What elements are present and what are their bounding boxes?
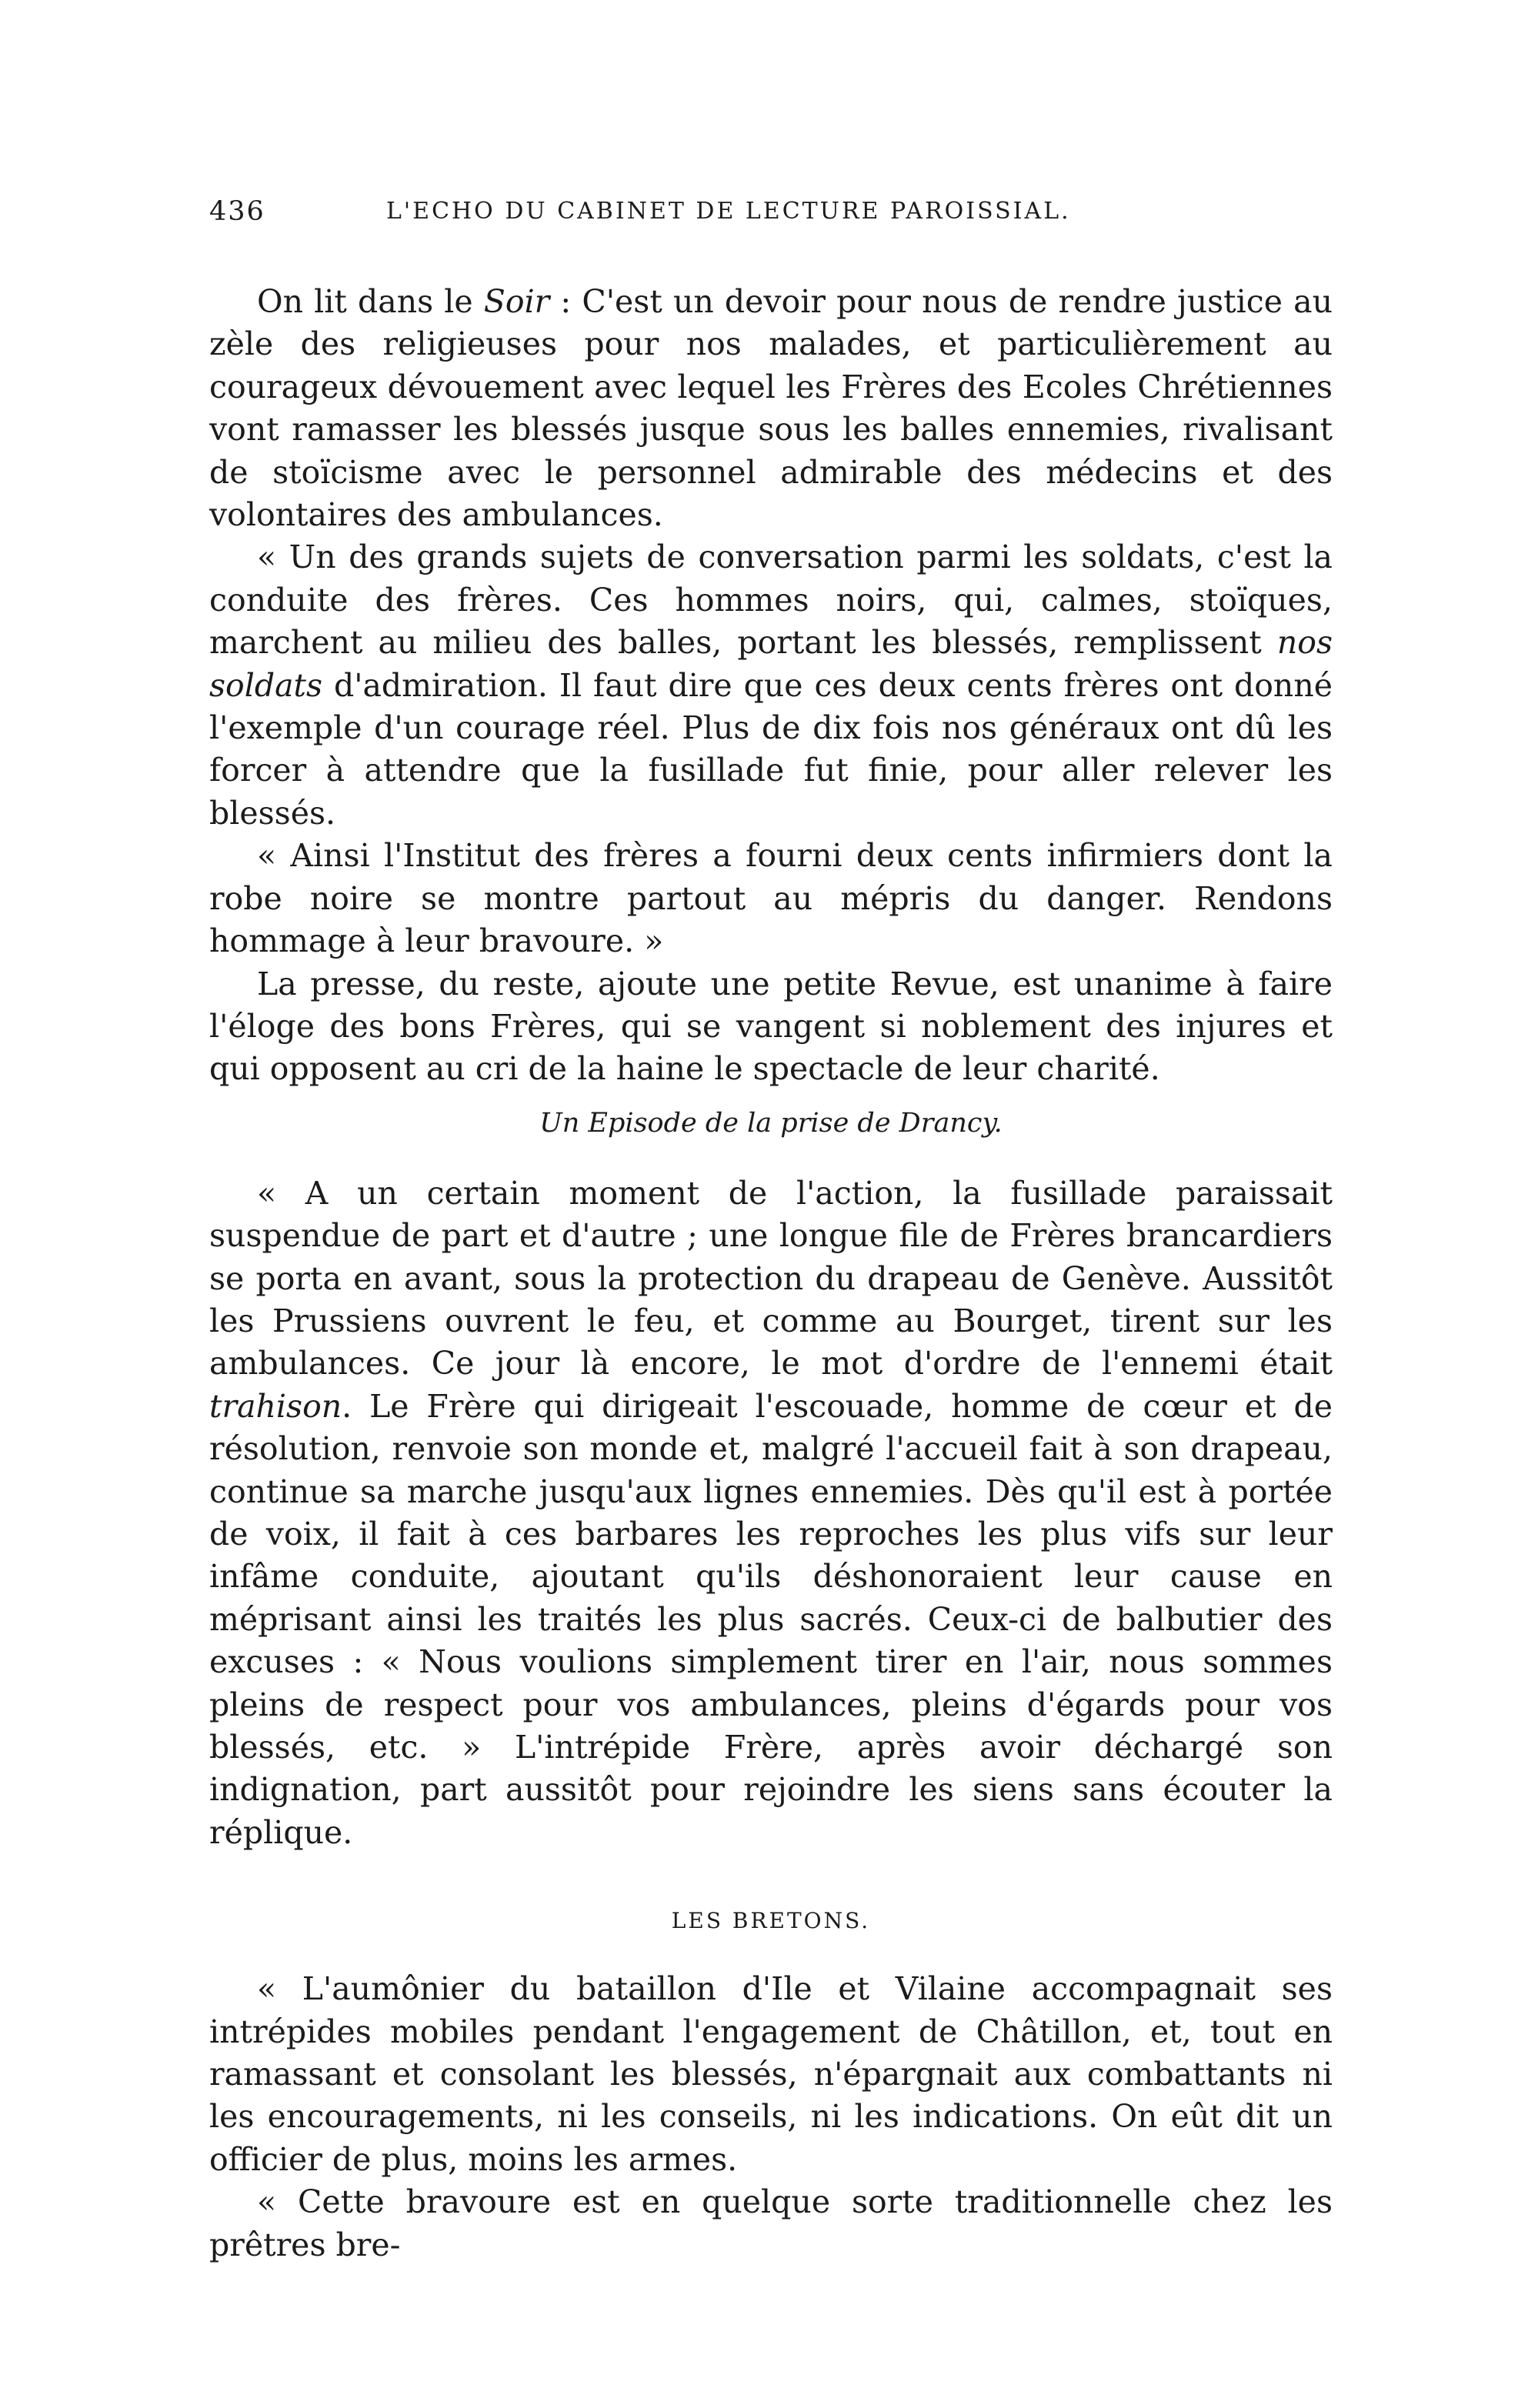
paragraph-2-emphasis: nos soldats [209, 624, 1333, 704]
paragraph-7: « Cette bravoure est en quelque sorte traditionnelle chez les prêtres bre- [209, 2183, 1333, 2263]
paragraph-1 [209, 281, 1333, 536]
running-header [209, 196, 1333, 242]
paragraph-1-text-b: : C'est un devoir pour nous de rendre justice au zèle des religieuses pour nos malades, et particulièrement au courageux dévouement avec lequel les Frères des Ecoles Chrétiennes vont ramasser les blessés jusque sous les balles ennemies, rivalisant de stoïcisme avec le personnel admirable des médecins et des volontaires des ambulances. [209, 283, 1333, 534]
running-title: L'ECHO DU CABINET DE LECTURE PAROISSIAL. [386, 198, 1071, 225]
section-heading-bretons: LES BRETONS. [671, 1908, 871, 1934]
paragraph-3: « Ainsi l'Institut des frères a fourni deux cents infirmiers dont la robe noire se montre partout au mépris du danger. Rendons hommage à leur bravoure. » [209, 837, 1333, 960]
paragraph-5-emphasis: trahison [209, 1387, 342, 1425]
paragraph-5-text-a: « A un certain moment de l'action, la fusillade paraissait suspendue de part et d'autre ; une longue file de Frères brancardiers se porta en avant, sous la protection du drapeau de Genève. Aussitôt les Prussiens ouvrent le feu, et comme au Bourget, tirent sur les ambulances. Ce jour là encore, le mot d'ordre de l'ennemi était [209, 1174, 1333, 1382]
section-heading-drancy: Un Episode de la prise de Drancy. [539, 1107, 1003, 1139]
paragraph-2-text-b: d'admiration. Il faut dire que ces deux cents frères ont donné l'exemple d'un courage réel. Plus de dix fois nos généraux ont dû les forcer à attendre que la fusillade fut finie, pour aller relever les blessés. [209, 666, 1333, 832]
page-number: 436 [209, 196, 265, 227]
source-name-soir: Soir [483, 283, 550, 320]
paragraph-1-text-a: On lit dans le [257, 283, 484, 320]
paragraph-6: « L'aumônier du bataillon d'Ile et Vilaine accompagnait ses intrépides mobiles pendant l'engagement de Châtillon, et, tout en ramassant et consolant les blessés, n'épargnait aux combattants ni les encouragements, ni les conseils, ni les indications. On eût dit un officier de plus, moins les armes. [209, 1970, 1333, 2178]
paragraph-4: La presse, du reste, ajoute une petite Revue, est unanime à faire l'éloge des bons Frères, qui se vangent si noblement des injures et qui opposent au cri de la haine le spectacle de leur charité. [209, 965, 1333, 1088]
page-body [209, 281, 1333, 2266]
book-page [209, 196, 1333, 2266]
paragraph-2 [209, 536, 1333, 835]
paragraph-5-text-b: . Le Frère qui dirigeait l'escouade, homme de cœur et de résolution, renvoie son monde et, malgré l'accueil fait à son drapeau, continue sa marche jusqu'aux lignes ennemies. Dès qu'il est à portée de voix, il fait à ces barbares les reproches les plus vifs sur leur infâme conduite, ajoutant qu'ils déshonoraient leur cause en méprisant ainsi les traités les plus sacrés. Ceux-ci de balbutier des excuses : « Nous voulions simplement tirer en l'air, nous sommes pleins de respect pour vos ambulances, pleins d'égards pour vos blessés, etc. » L'intrépide Frère, après avoir déchargé son indignation, part aussitôt pour rejoindre les siens sans écouter la réplique. [209, 1387, 1333, 1851]
paragraph-5 [209, 1172, 1333, 1855]
paragraph-2-text-a: « Un des grands sujets de conversation parmi les soldats, c'est la conduite des frères. Ces hommes noirs, qui, calmes, stoïques, marchent au milieu des balles, portant les blessés, remplissent [209, 539, 1333, 662]
